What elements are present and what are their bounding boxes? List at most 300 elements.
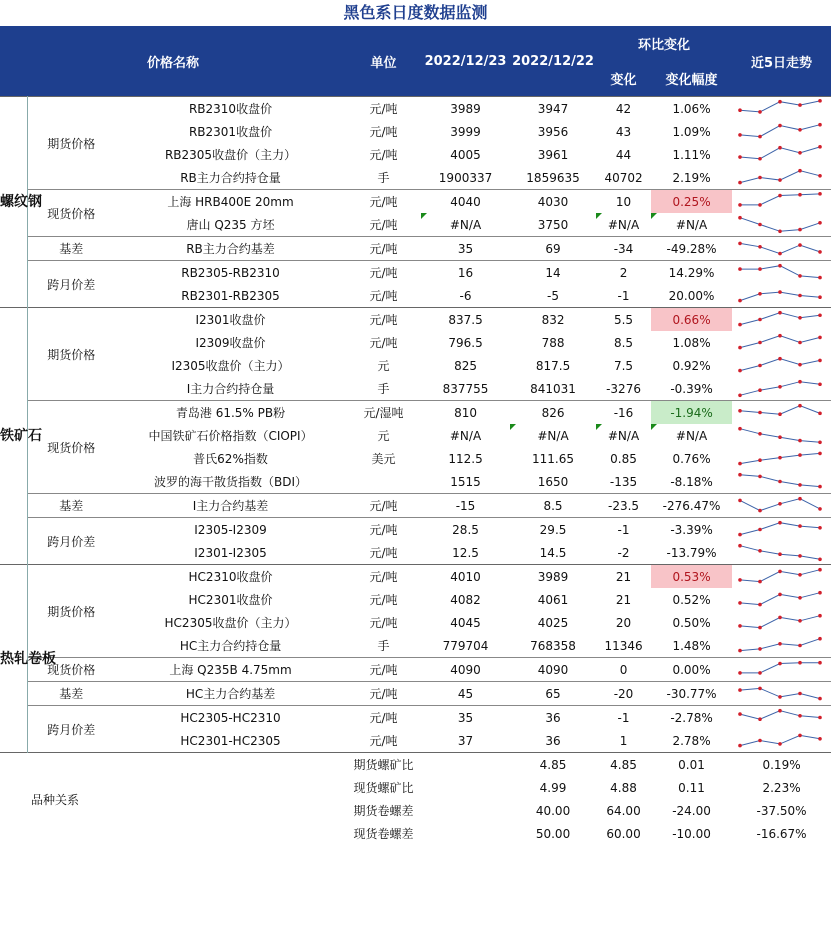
- sparkline-point: [738, 242, 742, 246]
- sparkline-point: [778, 616, 782, 620]
- unit-cell: 元/吨: [369, 734, 398, 748]
- sparkline-cell: [732, 729, 831, 753]
- value-today: 4010: [421, 565, 510, 589]
- change-pct-cell: 0.66%: [651, 308, 732, 332]
- value-prev: 1859635: [526, 170, 580, 185]
- section-cell: 现货价格: [27, 401, 115, 494]
- sparkline-point: [738, 671, 742, 675]
- sparkline-point: [758, 267, 762, 271]
- value-today: #N/A: [421, 213, 510, 237]
- table-row: [0, 354, 831, 377]
- value-prev: 1650: [537, 474, 569, 489]
- sparkline-point: [738, 267, 742, 271]
- sparkline-point: [738, 462, 742, 466]
- unit-cell: [421, 753, 510, 777]
- change-cell: 21: [596, 565, 651, 589]
- change-cell: #N/A: [596, 213, 651, 237]
- item-name: I主力合约持仓量: [186, 382, 275, 396]
- sparkline: [732, 261, 831, 284]
- sparkline-point: [738, 744, 742, 748]
- section-cell: 现货价格: [27, 190, 115, 237]
- value-today: 1515: [450, 474, 481, 489]
- item-name: HC2301收盘价: [188, 593, 273, 607]
- sparkline-point: [738, 533, 742, 537]
- item-name: 现货卷螺差: [353, 827, 414, 841]
- table-row: [0, 658, 831, 682]
- sparkline-point: [778, 100, 782, 104]
- sparkline-point: [778, 146, 782, 150]
- table-header: [0, 26, 831, 97]
- unit-cell: 元/吨: [346, 97, 421, 121]
- change-cell: -1: [617, 288, 630, 303]
- value-today: 3989: [421, 97, 510, 121]
- sparkline-point: [778, 264, 782, 268]
- sparkline-point: [778, 412, 782, 416]
- sparkline-point: [758, 717, 762, 721]
- change-cell: -1: [596, 706, 651, 730]
- value-prev: 3947: [510, 97, 596, 121]
- sparkline-point: [778, 742, 782, 746]
- value-today: 35: [421, 706, 510, 730]
- item-name: HC2310收盘价: [115, 565, 346, 589]
- sparkline-point: [818, 637, 822, 641]
- unit-cell: 元/吨: [346, 706, 421, 730]
- sparkline-point: [758, 647, 762, 651]
- value-prev: 111.65: [532, 451, 575, 466]
- unit-cell: 元/吨: [346, 190, 421, 214]
- sparkline-cell: [732, 706, 831, 730]
- value-prev: 36: [545, 733, 561, 748]
- header-date2: 2022/12/22: [510, 26, 596, 97]
- change-pct-cell: #N/A: [651, 213, 732, 237]
- change-cell: 40702: [604, 170, 643, 185]
- section-cell: 基差: [27, 682, 115, 706]
- sparkline-point: [798, 596, 802, 600]
- change-pct-cell: 0.52%: [672, 592, 711, 607]
- sparkline-cell: [732, 284, 831, 308]
- sparkline: [732, 401, 831, 424]
- category-cell: 热轧卷板: [0, 565, 27, 753]
- unit-cell: 元/吨: [346, 237, 421, 261]
- unit-cell: 元/吨: [369, 616, 398, 630]
- value-today: -6: [459, 288, 472, 303]
- sparkline-point: [798, 619, 802, 623]
- change-cell: 7.5: [613, 358, 634, 373]
- value-prev: 69: [510, 237, 596, 261]
- section-cell: 跨月价差: [27, 518, 115, 565]
- table-row: [0, 97, 831, 121]
- sparkline-point: [758, 687, 762, 691]
- sparkline-point: [798, 661, 802, 665]
- sparkline-cell: [732, 634, 831, 658]
- table-row: [0, 753, 831, 777]
- sparkline-cell: [732, 237, 831, 261]
- item-name: HC主力合约基差: [115, 682, 346, 706]
- change-pct-cell: 20.00%: [668, 288, 715, 303]
- sparkline-point: [778, 385, 782, 389]
- category-cell: [0, 753, 27, 846]
- sparkline-cell: [732, 354, 831, 377]
- unit-cell: 手: [377, 171, 390, 185]
- header-trend: 近5日走势: [732, 26, 831, 97]
- change-cell: -10.00: [672, 826, 711, 841]
- sparkline-cell: [732, 541, 831, 565]
- change-cell: -34: [596, 237, 651, 261]
- section-cell: 跨月价差: [27, 261, 115, 308]
- value-prev: 4.85: [596, 753, 651, 777]
- unit-cell: 元/吨: [369, 546, 398, 560]
- sparkline: [732, 237, 831, 260]
- sparkline-cell: [732, 518, 831, 542]
- sparkline: [732, 658, 831, 681]
- sparkline-point: [798, 439, 802, 443]
- sparkline-point: [818, 250, 822, 254]
- sparkline-point: [778, 570, 782, 574]
- sparkline-point: [778, 456, 782, 460]
- change-pct-cell: 0.53%: [651, 565, 732, 589]
- change-cell: -3276: [606, 381, 641, 396]
- sparkline-point: [778, 357, 782, 361]
- sparkline-point: [818, 614, 822, 618]
- value-today: #N/A: [449, 428, 482, 443]
- item-name: 唐山 Q235 方坯: [186, 218, 275, 232]
- sparkline-point: [798, 243, 802, 247]
- header-name: 价格名称: [0, 26, 346, 97]
- sparkline-point: [778, 230, 782, 234]
- value-prev: 4.88: [610, 780, 637, 795]
- sparkline: [732, 494, 831, 517]
- monitor-table: [0, 26, 831, 845]
- table-row: [0, 284, 831, 308]
- category-cell: 铁矿石: [0, 308, 27, 565]
- sparkline: [732, 424, 831, 447]
- unit-cell: 元/吨: [346, 308, 421, 332]
- value-today: 4090: [421, 658, 510, 682]
- sparkline-point: [798, 404, 802, 408]
- sparkline-point: [818, 295, 822, 299]
- change-cell: 0: [596, 658, 651, 682]
- change-pct-cell: -1.94%: [651, 401, 732, 425]
- section-cell: 期货价格: [27, 308, 115, 401]
- sparkline-point: [758, 580, 762, 584]
- sparkline-point: [818, 591, 822, 595]
- sparkline-point: [758, 292, 762, 296]
- change-pct-cell: 0.76%: [672, 451, 711, 466]
- change-pct-cell: 0.25%: [651, 190, 732, 214]
- change-cell: 21: [615, 592, 632, 607]
- sparkline-point: [818, 661, 822, 665]
- sparkline: [732, 541, 831, 564]
- sparkline-point: [738, 649, 742, 653]
- table-row: [0, 143, 831, 166]
- sparkline: [732, 565, 831, 588]
- sparkline-point: [798, 734, 802, 738]
- sparkline-point: [818, 737, 822, 741]
- table-row: [0, 377, 831, 401]
- unit-cell: 元/吨: [346, 518, 421, 542]
- unit-cell: 元/湿吨: [346, 401, 421, 425]
- value-prev: 826: [510, 401, 596, 425]
- sparkline-cell: [732, 588, 831, 611]
- sparkline-point: [738, 499, 742, 503]
- unit-cell: 元/吨: [369, 148, 398, 162]
- value-prev: 8.5: [510, 494, 596, 518]
- value-today: 112.5: [448, 451, 483, 466]
- sparkline-cell: [732, 143, 831, 166]
- value-prev: 4090: [510, 658, 596, 682]
- sparkline-point: [758, 432, 762, 436]
- table-row: [0, 634, 831, 658]
- sparkline-point: [818, 507, 822, 511]
- sparkline-point: [798, 692, 802, 696]
- sparkline: [732, 706, 831, 729]
- sparkline-point: [778, 552, 782, 556]
- sparkline-point: [738, 203, 742, 207]
- item-name: 青岛港 61.5% PB粉: [115, 401, 346, 425]
- sparkline-point: [758, 458, 762, 462]
- item-name: HC2305收盘价（主力）: [164, 616, 297, 630]
- sparkline: [732, 470, 831, 493]
- sparkline-point: [778, 642, 782, 646]
- sparkline-point: [798, 103, 802, 107]
- value-prev: 65: [510, 682, 596, 706]
- value-prev: #N/A: [510, 424, 596, 447]
- unit-cell: [421, 776, 510, 799]
- sparkline-point: [818, 221, 822, 225]
- sparkline-point: [798, 169, 802, 173]
- change-cell: 0.01: [651, 753, 732, 777]
- sparkline-point: [818, 99, 822, 103]
- header-change-pct: 变化幅度: [651, 61, 732, 97]
- sparkline-cell: [732, 565, 831, 589]
- change-cell: 1: [619, 733, 628, 748]
- change-cell: 11346: [604, 638, 643, 653]
- sparkline-cell: [732, 261, 831, 285]
- section-cell: 期货价格: [27, 565, 115, 658]
- sparkline-point: [818, 123, 822, 127]
- sparkline: [732, 447, 831, 470]
- section-cell: 基差: [27, 237, 115, 261]
- sparkline-point: [778, 334, 782, 338]
- sparkline-point: [778, 178, 782, 182]
- unit-cell: [421, 822, 510, 845]
- item-name: I2309收盘价: [195, 336, 266, 350]
- change-pct-cell: -3.39%: [651, 518, 732, 542]
- value-today: 796.5: [448, 335, 483, 350]
- change-pct-cell: 0.19%: [732, 753, 831, 777]
- change-pct-cell: -13.79%: [666, 545, 717, 560]
- value-prev: 3989: [510, 565, 596, 589]
- sparkline-point: [818, 313, 822, 317]
- sparkline-point: [778, 695, 782, 699]
- value-today: 35: [421, 237, 510, 261]
- sparkline-cell: [732, 401, 831, 425]
- table-row: [0, 682, 831, 706]
- value-today: 45: [421, 682, 510, 706]
- section-cell: 基差: [27, 494, 115, 518]
- value-prev: 817.5: [535, 358, 571, 373]
- sparkline-point: [778, 593, 782, 597]
- sparkline-point: [778, 709, 782, 713]
- unit-cell: 手: [377, 639, 390, 653]
- sparkline-point: [758, 223, 762, 227]
- change-cell: 0.85: [610, 451, 637, 466]
- value-today: 3999: [450, 124, 481, 139]
- table-row: [0, 541, 831, 565]
- change-pct-cell: 2.78%: [672, 733, 711, 748]
- unit-cell: 元/吨: [369, 593, 398, 607]
- value-today: 4.99: [539, 780, 567, 795]
- value-today: -15: [421, 494, 510, 518]
- sparkline-point: [818, 412, 822, 416]
- change-cell: 42: [596, 97, 651, 121]
- value-prev: 64.00: [606, 803, 641, 818]
- section-cell: 现货价格: [27, 658, 115, 682]
- sparkline-point: [818, 382, 822, 386]
- item-name: 上海 Q235B 4.75mm: [115, 658, 346, 682]
- change-pct-cell: -37.50%: [756, 803, 807, 818]
- change-cell: -2: [617, 545, 630, 560]
- sparkline: [732, 308, 831, 331]
- item-name: 期货螺矿比: [346, 753, 421, 777]
- change-cell: -16: [596, 401, 651, 425]
- change-cell: 10: [596, 190, 651, 214]
- sparkline: [732, 190, 831, 213]
- sparkline: [732, 682, 831, 705]
- sparkline-point: [798, 341, 802, 345]
- sparkline-point: [758, 176, 762, 180]
- item-name: I2301-I2305: [194, 545, 267, 560]
- sparkline-point: [738, 394, 742, 398]
- value-prev: 3750: [537, 217, 569, 232]
- value-prev: 768358: [530, 638, 576, 653]
- value-prev: 60.00: [606, 826, 641, 841]
- sparkline-point: [738, 216, 742, 220]
- value-today: 40.00: [535, 803, 571, 818]
- value-prev: 14: [510, 261, 596, 285]
- sparkline-cell: [732, 611, 831, 634]
- sparkline-point: [738, 473, 742, 477]
- table-body: [0, 97, 831, 846]
- item-name: RB2305收盘价（主力）: [164, 148, 297, 162]
- sparkline-point: [798, 380, 802, 384]
- sparkline-point: [798, 294, 802, 298]
- value-prev: 788: [541, 335, 565, 350]
- value-prev: 14.5: [539, 545, 567, 560]
- header-date1: 2022/12/23: [421, 26, 510, 97]
- table-row: [0, 447, 831, 470]
- sparkline-point: [738, 601, 742, 605]
- sparkline-cell: [732, 120, 831, 143]
- table-row: [0, 401, 831, 425]
- sparkline-point: [818, 192, 822, 196]
- unit-cell: 元/吨: [369, 336, 398, 350]
- sparkline-point: [818, 359, 822, 363]
- sparkline-point: [798, 151, 802, 155]
- header-unit: 单位: [346, 26, 421, 97]
- sparkline-point: [798, 714, 802, 718]
- sparkline-point: [798, 316, 802, 320]
- header-change-group: 环比变化: [596, 26, 732, 61]
- unit-cell: 元/吨: [346, 658, 421, 682]
- sparkline: [732, 634, 831, 657]
- change-cell: -1: [596, 518, 651, 542]
- item-name: HC2305-HC2310: [115, 706, 346, 730]
- unit-cell: 元/吨: [346, 261, 421, 285]
- sparkline-point: [758, 603, 762, 607]
- sparkline: [732, 611, 831, 634]
- sparkline: [732, 97, 831, 120]
- table-row: [0, 729, 831, 753]
- change-pct-cell: 0.92%: [672, 358, 711, 373]
- sparkline-point: [738, 369, 742, 373]
- value-prev: 3956: [537, 124, 569, 139]
- section-cell: 品种关系: [27, 753, 346, 846]
- sparkline-cell: [732, 494, 831, 518]
- unit-cell: [346, 470, 421, 494]
- value-today: 37: [457, 733, 474, 748]
- sparkline-point: [778, 290, 782, 294]
- unit-cell: 元/吨: [369, 218, 398, 232]
- sparkline-point: [758, 388, 762, 392]
- sparkline-point: [818, 174, 822, 178]
- sparkline: [732, 120, 831, 143]
- sparkline-point: [798, 554, 802, 558]
- sparkline: [732, 284, 831, 307]
- value-prev: 3961: [537, 147, 569, 162]
- change-cell: -20: [596, 682, 651, 706]
- unit-cell: 元/吨: [369, 125, 398, 139]
- sparkline-point: [758, 110, 762, 114]
- unit-cell: 手: [377, 382, 390, 396]
- value-prev: 4030: [510, 190, 596, 214]
- change-cell: 43: [615, 124, 632, 139]
- sparkline-point: [738, 323, 742, 327]
- item-name: 中国铁矿石价格指数（CIOPI）: [148, 429, 313, 443]
- sparkline-point: [758, 364, 762, 368]
- unit-cell: 元/吨: [346, 494, 421, 518]
- value-today: 810: [421, 401, 510, 425]
- change-pct-cell: -8.18%: [670, 474, 713, 489]
- sparkline-point: [798, 274, 802, 278]
- sparkline-point: [758, 739, 762, 743]
- page-title: 黑色系日度数据监测: [343, 3, 488, 22]
- table-row: [0, 494, 831, 518]
- sparkline-cell: [732, 166, 831, 190]
- sparkline-point: [738, 133, 742, 137]
- sparkline-point: [758, 626, 762, 630]
- sparkline-point: [758, 509, 762, 513]
- sparkline-point: [798, 363, 802, 367]
- change-pct-cell: #N/A: [651, 424, 732, 447]
- value-prev: 29.5: [510, 518, 596, 542]
- sparkline-point: [738, 346, 742, 350]
- change-cell: 5.5: [596, 308, 651, 332]
- change-pct-cell: -16.67%: [756, 826, 807, 841]
- value-today: 1900337: [438, 170, 493, 185]
- sparkline-point: [798, 497, 802, 501]
- sparkline-cell: [732, 682, 831, 706]
- value-today: 12.5: [452, 545, 479, 560]
- item-name: HC主力合约持仓量: [179, 639, 282, 653]
- sparkline-point: [738, 427, 742, 431]
- sparkline-cell: [732, 213, 831, 237]
- sparkline-point: [798, 228, 802, 232]
- sparkline-point: [798, 573, 802, 577]
- sparkline-point: [818, 441, 822, 445]
- value-today: 825: [454, 358, 477, 373]
- unit-cell: 元/吨: [346, 565, 421, 589]
